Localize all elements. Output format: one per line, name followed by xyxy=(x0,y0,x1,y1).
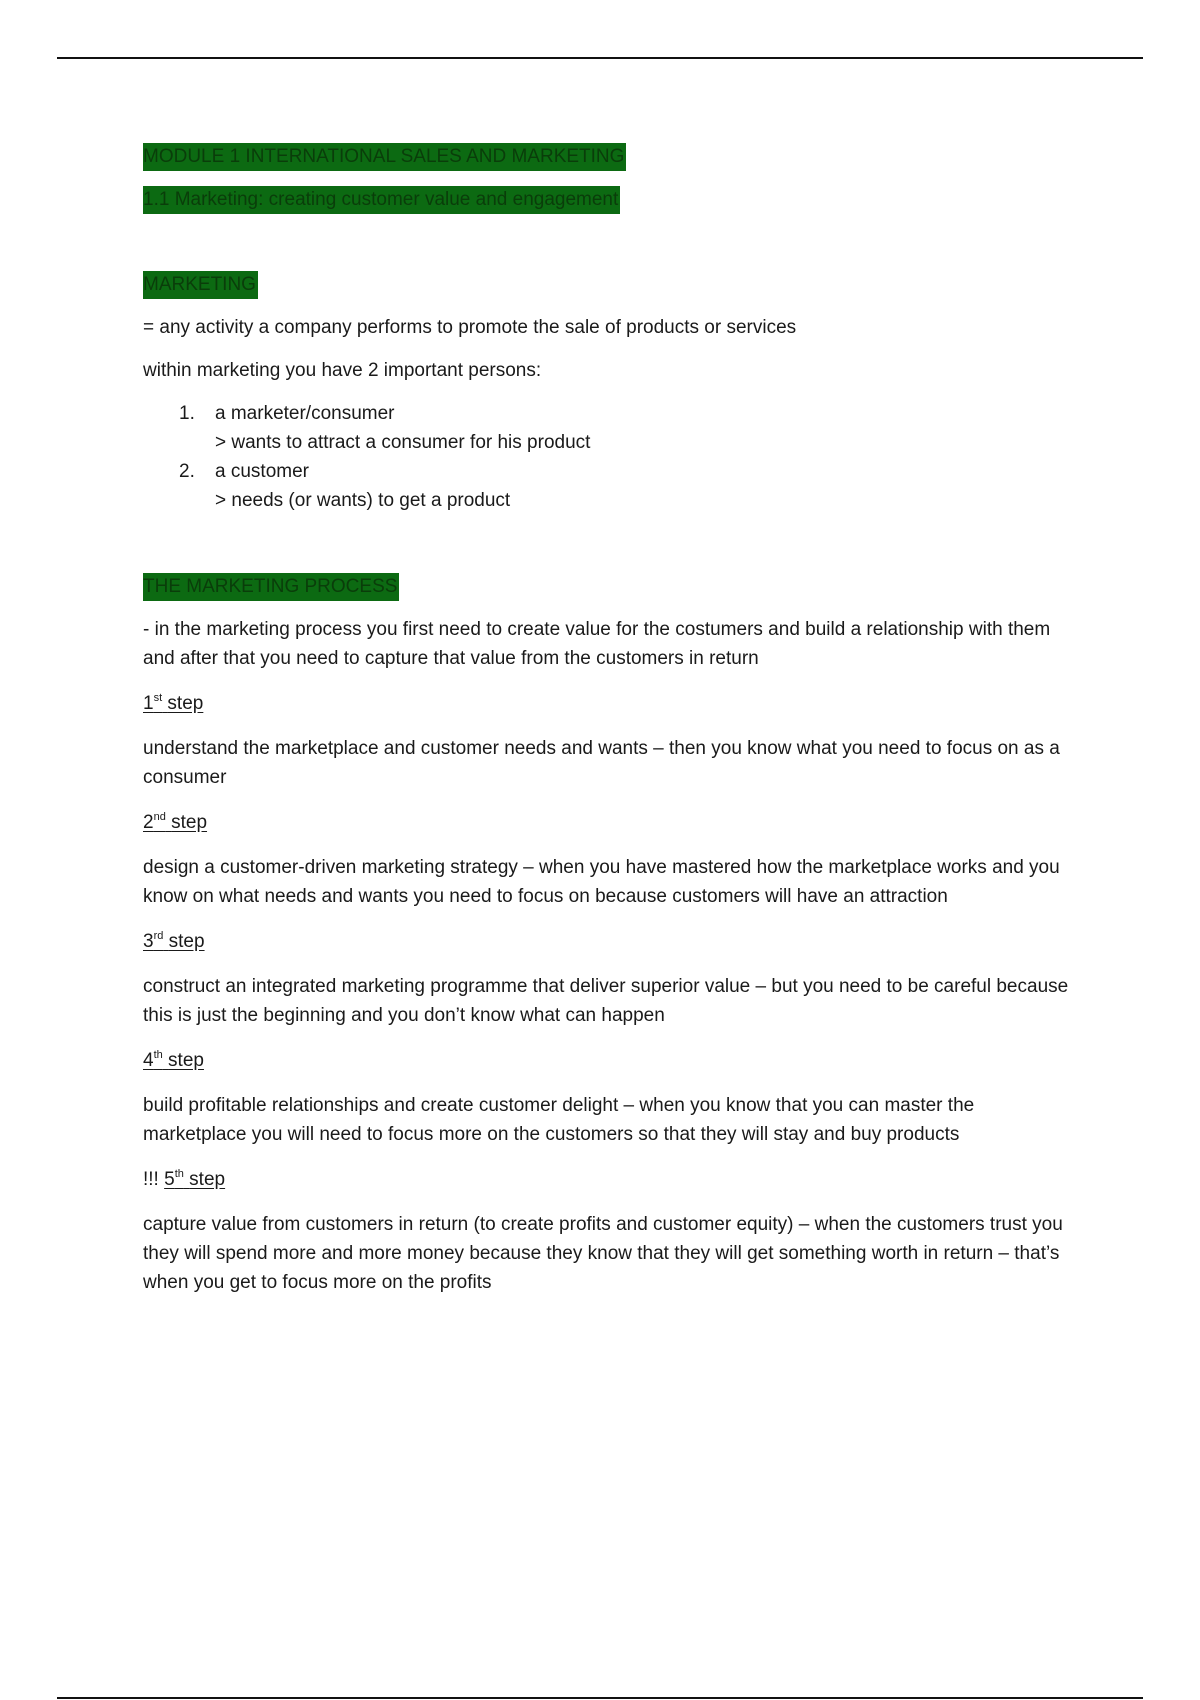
marketing-heading-line xyxy=(143,270,1073,299)
marketing-intro: within marketing you have 2 important persons: xyxy=(143,360,542,381)
process-heading-line xyxy=(143,572,1073,601)
step-word: step xyxy=(168,931,205,952)
list-item-title: a customer xyxy=(215,461,309,482)
step-word: step xyxy=(189,1169,226,1190)
step-label xyxy=(143,931,205,952)
step-number: 1 xyxy=(143,693,154,714)
step-label xyxy=(143,1050,204,1071)
list-item xyxy=(179,457,1073,515)
list-item-title: a marketer/consumer xyxy=(215,403,395,424)
marketing-definition: = any activity a company performs to promote the sale of products or services xyxy=(143,317,797,338)
section-title-line xyxy=(143,185,1073,214)
list-item-number: 1. xyxy=(179,403,195,424)
step-number: 4 xyxy=(143,1050,154,1071)
step-heading xyxy=(143,1046,1073,1075)
process-heading: THE MARKETING PROCESS xyxy=(143,573,399,601)
document-body xyxy=(143,142,1073,1297)
step-heading xyxy=(143,689,1073,718)
module-title-line xyxy=(143,142,1073,171)
step-ordinal: th xyxy=(174,1167,184,1180)
step-heading xyxy=(143,927,1073,956)
step-label xyxy=(143,693,203,714)
step-ordinal: nd xyxy=(153,810,166,823)
step-text: build profitable relationships and create customer delight – when you know that you can master the marketplace you will need to focus more on the customers so that they will stay and buy products xyxy=(143,1095,975,1145)
bottom-rule xyxy=(57,1697,1143,1699)
process-intro: - in the marketing process you first need to create value for the costumers and build a relationship with them and after that you need to capture that value from the customers in return xyxy=(143,619,1051,669)
list-item-number: 2. xyxy=(179,461,195,482)
step-prefix: !!! xyxy=(143,1169,165,1190)
step-number: 2 xyxy=(143,812,154,833)
step-label xyxy=(164,1169,225,1190)
module-title: MODULE 1 INTERNATIONAL SALES AND MARKETING xyxy=(143,143,626,171)
step-word: step xyxy=(171,812,208,833)
list-item xyxy=(179,399,1073,457)
step-text: construct an integrated marketing programme that deliver superior value – but you need to be careful because this is just the beginning and you don’t know what can happen xyxy=(143,976,1069,1026)
step-word: step xyxy=(168,1050,204,1071)
step-ordinal: th xyxy=(153,1048,163,1061)
step-label xyxy=(143,812,207,833)
step-text: capture value from customers in return (to create profits and customer equity) – when the customers trust you they will spend more and more money because they know that they will get something worth in return – that’s when you get to focus more on the profits xyxy=(143,1214,1063,1293)
list-item-detail: > wants to attract a consumer for his product xyxy=(215,432,591,453)
step-ordinal: st xyxy=(153,691,163,704)
top-rule xyxy=(57,57,1143,59)
step-number: 5 xyxy=(164,1169,175,1190)
list-item-detail: > needs (or wants) to get a product xyxy=(215,490,511,511)
step-text: understand the marketplace and customer needs and wants – then you know what you need to focus on as a consumer xyxy=(143,738,1060,788)
marketing-heading: MARKETING xyxy=(143,271,258,299)
step-heading xyxy=(143,1165,1073,1194)
step-heading xyxy=(143,808,1073,837)
step-text: design a customer-driven marketing strategy – when you have mastered how the marketplace works and you know on what needs and wants you need to focus on because customers will have an attraction xyxy=(143,857,1060,907)
step-number: 3 xyxy=(143,931,154,952)
step-ordinal: rd xyxy=(153,929,164,942)
section-title: 1.1 Marketing: creating customer value and engagement xyxy=(143,186,620,214)
step-word: step xyxy=(167,693,204,714)
persons-list xyxy=(143,399,1073,515)
